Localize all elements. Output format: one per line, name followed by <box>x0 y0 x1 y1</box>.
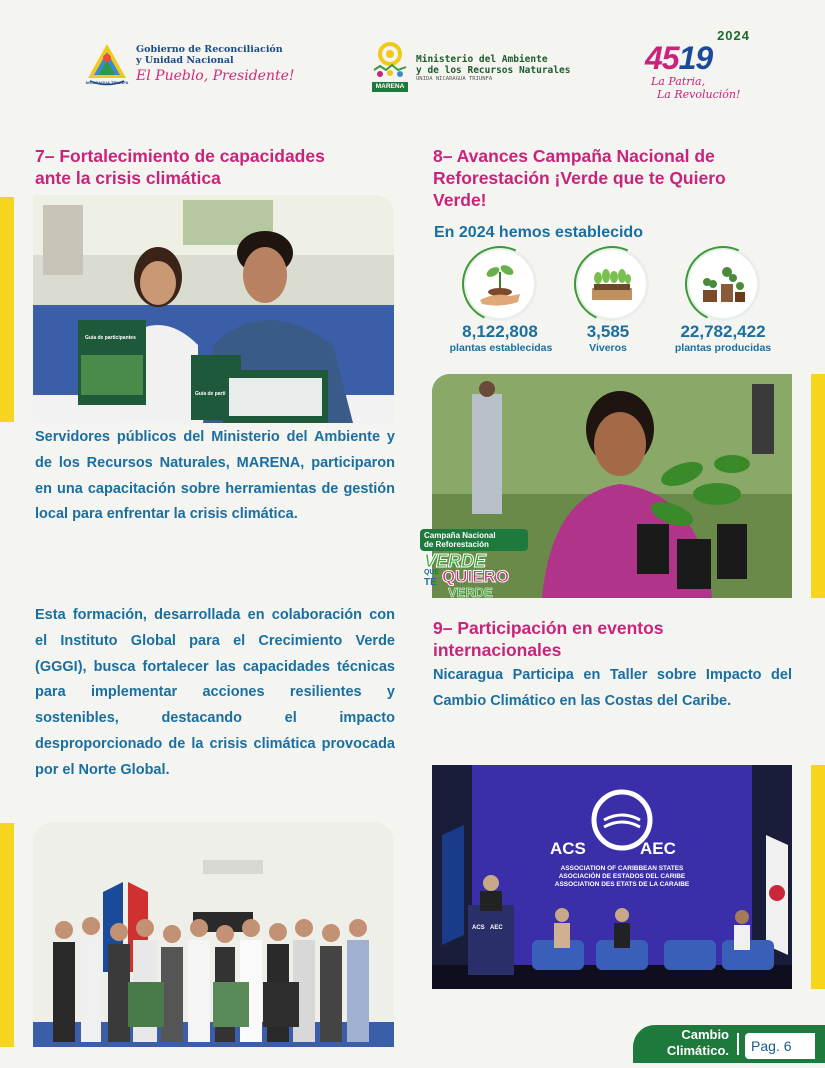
campaign-logo-que: QUE <box>424 569 440 576</box>
page-number: Pag. 6 <box>745 1033 815 1059</box>
footer-topic-line1: Cambio <box>681 1027 729 1042</box>
screen-aec: AEC <box>640 839 676 858</box>
badge-slogan-line1: La Patria, <box>651 75 706 88</box>
campaign-logo <box>420 529 528 601</box>
screen-acs: ACS <box>550 839 586 858</box>
section-7-title <box>35 145 415 189</box>
seedling-hand-icon <box>466 250 534 318</box>
section-9-title <box>433 617 803 661</box>
footer-topic-line2: Climático. <box>666 1043 729 1058</box>
badge-slogan <box>651 75 740 101</box>
footer-topic <box>647 1027 729 1059</box>
page-footer <box>633 1025 825 1063</box>
potted-plants-icon <box>689 250 757 318</box>
accent-bar-3 <box>811 374 825 598</box>
stat-value-1: 8,122,808 <box>462 322 538 341</box>
section-7-title-line1: 7– Fortalecimiento de capacidades <box>35 146 325 166</box>
section-7-title-line2: ante la crisis climática <box>35 168 221 188</box>
stat-value-3: 22,782,422 <box>680 322 766 341</box>
campaign-logo-verde2: VERDE <box>448 585 493 600</box>
accent-bar <box>0 197 14 422</box>
section-8-title-line3: Verde! <box>433 190 487 210</box>
anniversary-badge <box>645 28 750 103</box>
gov-name-line1: Gobierno de Reconciliación <box>136 44 283 55</box>
group-photo <box>33 822 394 1047</box>
campaign-logo-verde: VERDE <box>424 551 487 571</box>
footer-separator <box>737 1033 739 1055</box>
booklet-title-2: Guía de parti <box>195 391 226 397</box>
section-9-title-line2: internacionales <box>433 640 562 660</box>
section-7-paragraph-2: Esta formación, desarrollada en colaboración con el Instituto Global para el Crecimiento Verde (GGGI), busca fortalecer las capacidades técnicas para implementar acciones resilientes y sostenibles, destacando el impacto desproporcionado de la crisis climática provocada por el Norte Global. <box>35 607 395 778</box>
section-9-title-line1: 9– Participación en eventos <box>433 618 664 638</box>
section-8-subtitle: En 2024 hemos establecido <box>434 224 643 241</box>
marena-name-line1: Ministerio del Ambiente <box>416 54 548 65</box>
podium-aec: AEC <box>490 925 503 931</box>
training-photo <box>33 195 394 423</box>
gov-slogan: El Pueblo, Presidente! <box>136 68 295 84</box>
marena-tagline: UNIDA NICARAGUA TRIUNFA <box>416 76 493 82</box>
section-8-title-line1: 8– Avances Campaña Nacional de <box>433 146 715 166</box>
triangle-emblem-icon <box>84 40 130 88</box>
campaign-logo-te: TE <box>424 577 437 588</box>
stat-label-1: plantas establecidas <box>449 342 553 354</box>
marena-name-line2: y de los Recursos Naturales <box>416 65 571 76</box>
section-9-paragraph: Nicaragua Participa en Taller sobre Impacto del Cambio Climático en las Costas del Caribe. <box>433 667 792 709</box>
badge-number-part-b: 19 <box>678 40 713 76</box>
section-7-paragraph-1: Servidores públicos del Ministerio del Ambiente y de los Recursos Naturales, MARENA, participaron en una capacitación sobre herramientas de gestión local para enfrentar la crisis climática. <box>35 429 395 523</box>
emblem-caption: NICARAGUA TRIUNFA <box>85 80 129 85</box>
screen-caption-line1: ASSOCIATION OF CARIBBEAN STATES <box>560 865 684 872</box>
accent-bar-4 <box>811 765 825 989</box>
marena-sun-icon <box>370 40 410 96</box>
campaign-logo-line2: de Reforestación <box>424 540 489 549</box>
booklet-title: Guía de participantes <box>85 335 136 341</box>
podium-acs: ACS <box>472 925 485 931</box>
campaign-logo-line1: Campaña Nacional <box>424 531 496 540</box>
nursery-icon <box>578 250 646 318</box>
badge-number <box>645 40 712 77</box>
badge-slogan-line2: La Revolución! <box>657 88 741 101</box>
screen-caption-line3: ASSOCIATION DES ETATS DE LA CARAIBE <box>554 881 690 888</box>
screen-caption <box>532 865 712 889</box>
marena-logo <box>370 40 570 96</box>
stat-label-2: Viveros <box>589 342 627 354</box>
government-logo <box>84 40 295 88</box>
conference-photo <box>432 765 792 989</box>
badge-number-part-a: 45 <box>645 40 679 76</box>
gov-name-line2: y Unidad Nacional <box>136 55 234 66</box>
accent-bar-2 <box>0 823 14 1047</box>
stat-value-2: 3,585 <box>586 322 630 341</box>
campaign-logo-quiero: QUIERO <box>442 567 510 586</box>
marena-acronym: MARENA <box>375 83 405 90</box>
stat-label-3: plantas producidas <box>674 342 772 354</box>
badge-year: 2024 <box>717 28 750 43</box>
screen-caption-line2: ASOCIACIÓN DE ESTADOS DEL CARIBE <box>558 873 686 880</box>
section-8-title-line2: Reforestación ¡Verde que te Quiero <box>433 168 726 188</box>
section-8-title <box>433 145 803 211</box>
